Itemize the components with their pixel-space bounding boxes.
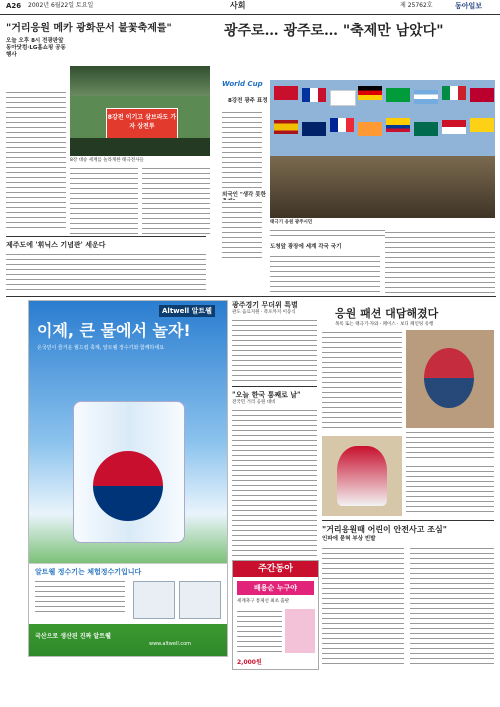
altwell-ad[interactable] [28,300,228,657]
left-story-header [6,18,206,63]
right-sub2: 외국인 "생각 못한 [222,192,266,198]
right-side-headline: 도청앞 광장에 세계 각국 국기 [270,244,342,250]
right-col-body-3 [406,464,494,514]
paper-name: 동아일보 [455,2,483,10]
left-photo [70,66,210,156]
right-col-body-2 [406,430,494,460]
left-subhead: 오늘 오후 8시 전광판앞 동아닷컴·LG홈쇼핑 공동행사 [6,38,66,58]
bottom-headline: "거리응원때 어린이 안전사고 조심" [322,524,447,534]
weekly-price: 2,000원 [237,659,262,666]
left-body-col3 [142,166,210,236]
flags-photo [270,80,495,218]
page-header [0,0,500,15]
weekly-sub: 세계축구 통제선 최초 출판 [237,599,290,604]
ad-footer: 국산으로 생산된 진짜 알트웰 [35,633,111,640]
taeguk-symbol [93,451,163,521]
weekly-headline: 배용순 누구야 [237,581,314,595]
right-body-1 [222,110,262,190]
right-col-subhead: 목록 또는 태극기·자와 · 페이스 · 보디 페인팅 유행 [335,322,434,327]
right-body-2 [222,200,262,260]
weekly-donga-ad[interactable] [232,560,319,670]
ad-url[interactable]: www.altwell.com [149,641,192,647]
second-headline: 제주도에 '휘닉스 기념관' 세운다 [6,240,106,249]
fan-photo-2 [322,436,402,516]
mid-body-2 [232,408,317,558]
right-headline: 광주로… 광주로… "축제만 남았다" [224,23,444,39]
mid-second-headline: "오늘 한국 통째로 날" [232,390,301,399]
weekly-title: 주간동아 [233,561,318,577]
mid-body-1 [232,318,317,384]
right-sub1: 8강전 광주 표정 [228,98,268,104]
ad-headline: 이제, 큰 물에서 놀자! [37,321,191,340]
left-body-col2 [70,166,138,236]
second-body [6,252,206,292]
bottom-body-1 [322,546,404,668]
world-cup-logo: World Cup [222,80,263,88]
right-col-body-1 [322,330,402,430]
ad-tagline: 알트웰 정수기는 체험정수기입니다 [35,568,142,576]
section-title: 사회 [230,1,246,10]
fan-photo [406,330,494,428]
right-col-headline: 응원 패션 대담해졌다 [335,307,439,320]
flags-photo-caption: 태극기 응원 광주시민 [270,220,313,225]
ad-brand: Altwell 알트웰 [159,305,215,317]
left-headline: "거리응원 메카 광화문서 불꽃축제를" [6,23,172,34]
mid-subhead: 관도 음료지원 · 폭포까지 이동식 [232,310,296,315]
ad-body: 온국민이 즐거운 월드컵 축제, 알트웰 정수기와 함께하세요 [37,345,165,351]
mid-headline: 광주경기 무더위 특별 [232,300,298,309]
photo-banner: 8강전 이기고 삼브라도 가자 상전투 [106,108,178,144]
left-photo-caption: 8강 대승 세계를 놀라게한 태극전사들 [70,158,144,163]
page-number: A26 [6,2,22,10]
right-body-3 [270,254,380,294]
bottom-body-2 [410,546,494,668]
edition-number: 제 25762호 [400,2,433,9]
bottom-subhead: 인파에 묻혀 부상 빈발 [322,536,376,542]
right-body-4 [385,230,495,294]
date-line: 2002년 6월22일 토요일 [28,2,94,9]
left-body-text [6,90,66,230]
mid-second-subhead: 전국민 거리 응원 대비 [232,400,276,405]
